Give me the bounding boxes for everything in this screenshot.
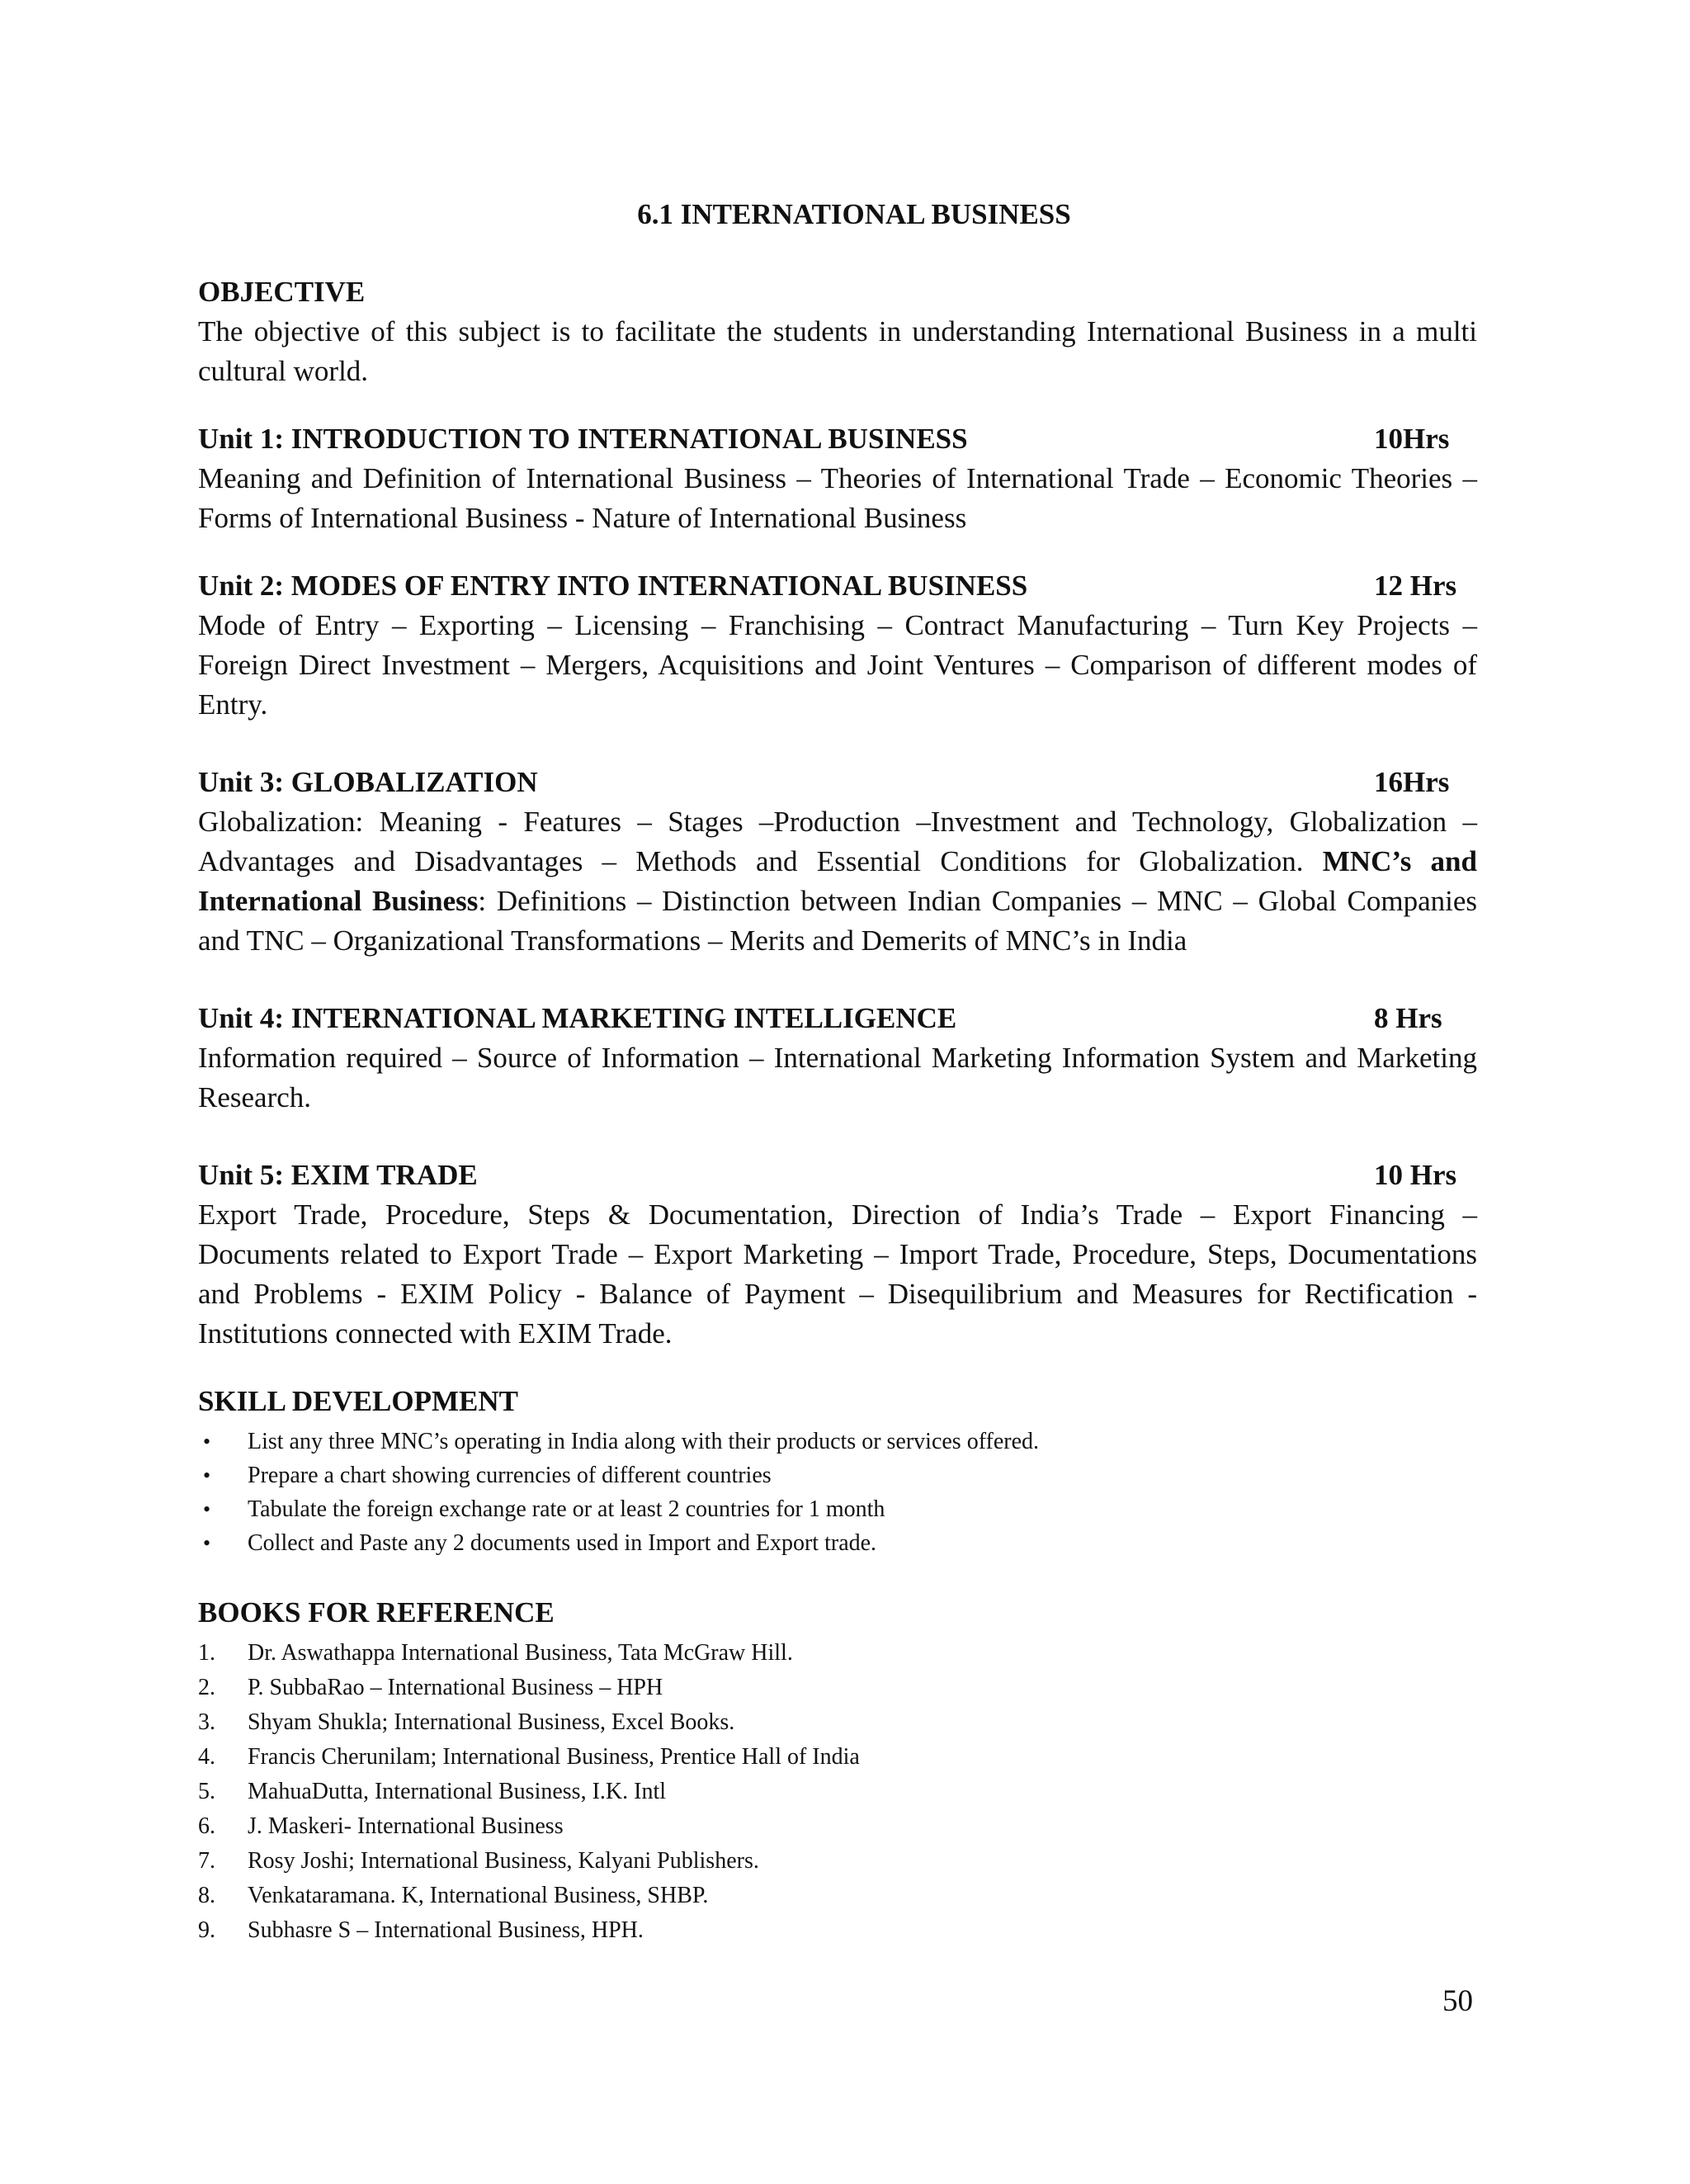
unit-1-header <box>198 419 1477 459</box>
page-title: 6.1 INTERNATIONAL BUSINESS <box>637 198 1071 230</box>
bullet-icon: • <box>203 1531 211 1555</box>
unit-3-text-part-2: : Definitions – Distinction between Indian Companies – MNC – Global Companies and TNC – Organizational Transformations – Merits and Demerits of MNC’s in India <box>198 885 1477 957</box>
objective-section <box>198 272 1477 391</box>
book-text: J. Maskeri- International Business <box>248 1813 564 1839</box>
book-item <box>198 1705 1477 1740</box>
book-item <box>198 1636 1477 1671</box>
unit-2-header <box>198 566 1477 606</box>
unit-1-section <box>198 419 1477 538</box>
unit-5-heading: Unit 5: EXIM TRADE <box>198 1159 478 1191</box>
unit-4-section <box>198 999 1477 1118</box>
unit-2-text: Mode of Entry – Exporting – Licensing – Franchising – Contract Manufacturing – Turn Key Projects – Foreign Direct Investment – Mergers, Acquisitions and Joint Ventures – Comparison of different modes of Entry. <box>198 609 1477 721</box>
book-text: Dr. Aswathappa International Business, Tata McGraw Hill. <box>248 1640 793 1666</box>
book-item <box>198 1809 1477 1844</box>
book-number: 9. <box>198 1917 215 1943</box>
book-text: Rosy Joshi; International Business, Kalyani Publishers. <box>248 1848 759 1874</box>
book-number: 1. <box>198 1640 215 1666</box>
unit-4-header <box>198 999 1477 1038</box>
book-text: Shyam Shukla; International Business, Excel Books. <box>248 1709 735 1735</box>
book-item <box>198 1671 1477 1705</box>
book-number: 4. <box>198 1744 215 1770</box>
book-item <box>198 1775 1477 1809</box>
list-item-text: Prepare a chart showing currencies of different countries <box>248 1463 772 1488</box>
bullet-icon: • <box>203 1463 211 1487</box>
book-text: Francis Cherunilam; International Business, Prentice Hall of India <box>248 1744 860 1770</box>
document-page <box>198 194 1477 1948</box>
book-number: 7. <box>198 1848 215 1874</box>
book-number: 2. <box>198 1675 215 1700</box>
unit-5-header <box>198 1156 1477 1195</box>
book-number: 6. <box>198 1813 215 1839</box>
unit-2-section <box>198 566 1477 725</box>
book-item <box>198 1844 1477 1879</box>
unit-5-text: Export Trade, Procedure, Steps & Documentation, Direction of India’s Trade – Export Financing – Documents related to Export Trade – Export Marketing – Import Trade, Procedure, Steps, Documentations and Problems - EXIM Policy - Balance of Payment – Disequilibrium and Measures for Rectification - Institutions connected with EXIM Trade. <box>198 1198 1477 1350</box>
page-number: 50 <box>1442 1984 1473 2018</box>
book-text: P. SubbaRao – International Business – HPH <box>248 1675 663 1700</box>
list-item-text: List any three MNC’s operating in India along with their products or services offered. <box>248 1429 1040 1454</box>
books-heading: BOOKS FOR REFERENCE <box>198 1596 555 1629</box>
unit-1-text: Meaning and Definition of International Business – Theories of International Trade – Economic Theories – Forms of International Business - Nature of International Business <box>198 462 1477 534</box>
list-item-text: Collect and Paste any 2 documents used in Import and Export trade. <box>248 1530 877 1556</box>
unit-1-heading: Unit 1: INTRODUCTION TO INTERNATIONAL BUSINESS <box>198 423 968 455</box>
skill-development-heading: SKILL DEVELOPMENT <box>198 1385 519 1417</box>
book-number: 5. <box>198 1779 215 1804</box>
list-item <box>198 1526 1477 1560</box>
unit-3-section <box>198 763 1477 961</box>
book-number: 8. <box>198 1883 215 1908</box>
books-list <box>198 1636 1477 1948</box>
unit-4-heading: Unit 4: INTERNATIONAL MARKETING INTELLIGENCE <box>198 1002 957 1034</box>
unit-3-hours: 16Hrs <box>1374 766 1450 798</box>
skill-development-list <box>198 1425 1477 1560</box>
unit-3-text-part-1: Globalization: Meaning - Features – Stages –Production –Investment and Technology, Globalization – Advantages and Disadvantages – Methods and Essential Conditions for Globalization. <box>198 806 1477 877</box>
objective-heading: OBJECTIVE <box>198 276 366 308</box>
unit-1-hours: 10Hrs <box>1374 423 1450 455</box>
list-item-text: Tabulate the foreign exchange rate or at least 2 countries for 1 month <box>248 1496 885 1522</box>
list-item <box>198 1492 1477 1526</box>
books-section <box>198 1593 1477 1948</box>
unit-3-heading: Unit 3: GLOBALIZATION <box>198 766 538 798</box>
unit-3-text <box>198 802 1477 961</box>
list-item <box>198 1458 1477 1492</box>
bullet-icon: • <box>203 1497 211 1521</box>
unit-4-hours: 8 Hrs <box>1374 1002 1442 1034</box>
book-number: 3. <box>198 1709 215 1735</box>
unit-2-hours: 12 Hrs <box>1374 570 1457 602</box>
unit-3-header <box>198 763 1477 802</box>
unit-5-section <box>198 1156 1477 1354</box>
book-item <box>198 1913 1477 1948</box>
unit-3-text-bold: MNC’s and International Business <box>198 845 1477 917</box>
book-text: MahuaDutta, International Business, I.K. Intl <box>248 1779 667 1804</box>
book-text: Subhasre S – International Business, HPH. <box>248 1917 644 1943</box>
bullet-icon: • <box>203 1430 211 1454</box>
list-item <box>198 1425 1477 1458</box>
unit-5-hours: 10 Hrs <box>1374 1159 1457 1191</box>
objective-text: The objective of this subject is to facilitate the students in understanding International Business in a multi cultural world. <box>198 315 1477 387</box>
skill-development-section <box>198 1382 1477 1560</box>
unit-4-text: Information required – Source of Information – International Marketing Information System and Marketing Research. <box>198 1042 1477 1113</box>
book-text: Venkataramana. K, International Business, SHBP. <box>248 1883 709 1908</box>
book-item <box>198 1879 1477 1913</box>
unit-2-heading: Unit 2: MODES OF ENTRY INTO INTERNATIONAL BUSINESS <box>198 570 1028 602</box>
book-item <box>198 1740 1477 1775</box>
